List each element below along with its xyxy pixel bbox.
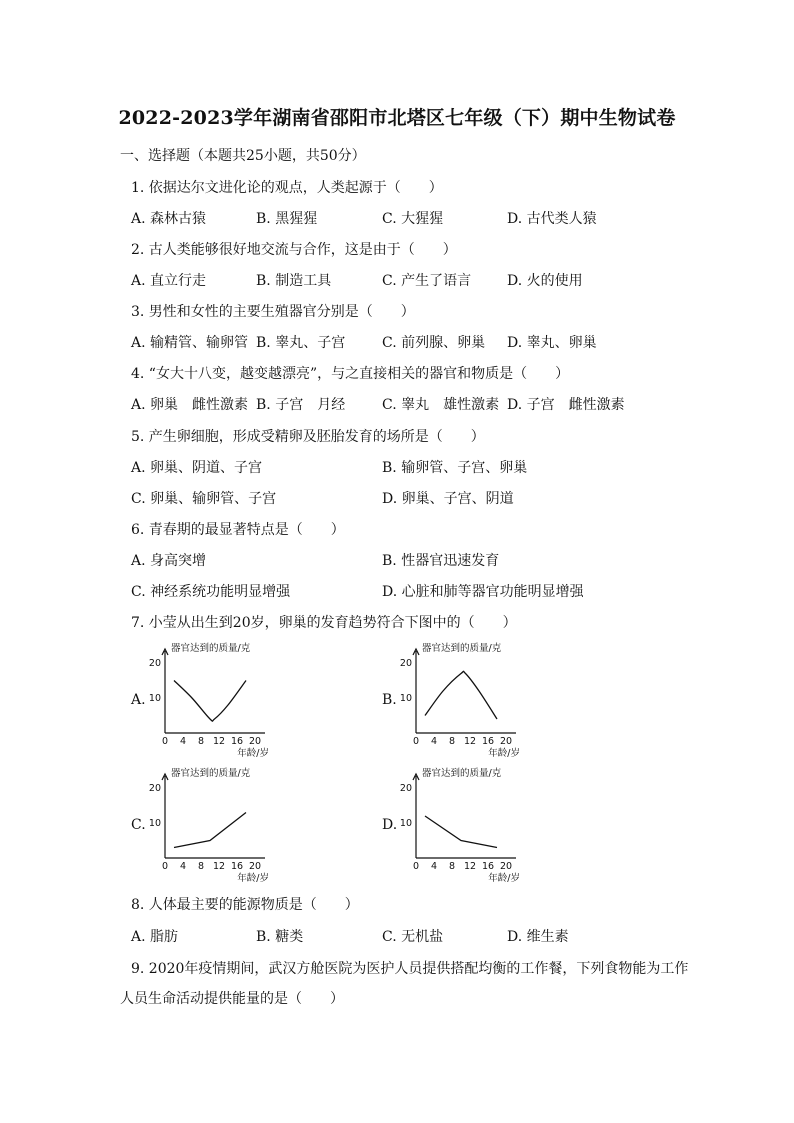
chart-d-x-label: 年龄/岁 — [488, 873, 520, 884]
chart-a-x-tick: 12 — [212, 736, 226, 747]
chart-a-series-line — [174, 681, 246, 722]
chart-b-label: B. — [382, 692, 397, 708]
chart-a-y-tick: 10 — [148, 693, 161, 704]
chart-d-x-tick: 4 — [430, 861, 438, 872]
chart-b-x-tick: 20 — [499, 736, 513, 747]
q3-option-b: B. 睾丸、子宫 — [256, 335, 346, 351]
chart-b — [396, 643, 536, 759]
chart-c-x-tick: 12 — [212, 861, 226, 872]
chart-b-x-tick: 12 — [463, 736, 477, 747]
chart-b-x-tick: 0 — [412, 736, 420, 747]
chart-c-x-tick: 0 — [161, 861, 169, 872]
question-9-stem-line2: 人员生命活动提供能量的是（ ） — [120, 991, 344, 1007]
chart-c-y-tick: 20 — [148, 783, 161, 794]
q2-option-c: C. 产生了语言 — [382, 273, 472, 289]
q8-option-d: D. 维生素 — [507, 929, 569, 945]
q6-option-c: C. 神经系统功能明显增强 — [131, 584, 291, 600]
chart-c-x-tick: 20 — [248, 861, 262, 872]
chart-b-x-tick: 4 — [430, 736, 438, 747]
q8-option-c: C. 无机盐 — [382, 929, 444, 945]
q2-option-a: A. 直立行走 — [131, 273, 207, 289]
chart-a-label: A. — [131, 692, 146, 708]
q5-option-a: A. 卵巢、阴道、子宫 — [131, 460, 263, 476]
chart-d-x-tick: 8 — [448, 861, 456, 872]
chart-b-series-line — [425, 671, 497, 719]
chart-d-y-tick: 20 — [399, 783, 412, 794]
q1-option-c: C. 大猩猩 — [382, 211, 444, 227]
q2-option-d: D. 火的使用 — [507, 273, 583, 289]
q6-option-d: D. 心脏和肺等器官功能明显增强 — [382, 584, 584, 600]
chart-a-x-tick: 0 — [161, 736, 169, 747]
chart-c-y-tick: 10 — [148, 818, 161, 829]
chart-d-series-line — [425, 816, 497, 848]
chart-c-x-tick: 16 — [230, 861, 244, 872]
chart-c-series-line — [174, 813, 246, 848]
chart-d-x-tick: 20 — [499, 861, 513, 872]
q3-option-a: A. 输精管、输卵管 — [131, 335, 249, 351]
chart-c — [145, 768, 285, 884]
question-3-stem: 3. 男性和女性的主要生殖器官分别是（ ） — [131, 304, 415, 320]
chart-c-x-tick: 8 — [197, 861, 205, 872]
chart-d-x-tick: 16 — [481, 861, 495, 872]
question-6-stem: 6. 青春期的最显著特点是（ ） — [131, 522, 345, 538]
chart-d-x-tick: 12 — [463, 861, 477, 872]
q4-option-a: A. 卵巢 雌性激素 — [131, 397, 249, 413]
chart-c-x-label: 年龄/岁 — [237, 873, 269, 884]
question-2-stem: 2. 古人类能够很好地交流与合作，这是由于（ ） — [131, 242, 457, 258]
question-5-stem: 5. 产生卵细胞，形成受精卵及胚胎发育的场所是（ ） — [131, 429, 485, 445]
chart-c-x-tick: 4 — [179, 861, 187, 872]
q4-option-d: D. 子宫 雌性激素 — [507, 397, 625, 413]
chart-a — [145, 643, 285, 759]
question-9-stem-line1: 9. 2020年疫情期间，武汉方舱医院为医护人员提供搭配均衡的工作餐，下列食物能为工作 — [131, 961, 689, 977]
chart-a-x-label: 年龄/岁 — [237, 748, 269, 759]
chart-d — [396, 768, 536, 884]
q2-option-b: B. 制造工具 — [256, 273, 332, 289]
q6-option-a: A. 身高突增 — [131, 553, 207, 569]
question-8-stem: 8. 人体最主要的能源物质是（ ） — [131, 897, 359, 913]
q1-option-d: D. 古代类人猿 — [507, 211, 597, 227]
q5-option-d: D. 卵巢、子宫、阴道 — [382, 491, 514, 507]
chart-b-y-tick: 10 — [399, 693, 412, 704]
chart-d-x-tick: 0 — [412, 861, 420, 872]
q4-option-c: C. 睾丸 雄性激素 — [382, 397, 500, 413]
chart-a-x-tick: 20 — [248, 736, 262, 747]
q6-option-b: B. 性器官迅速发育 — [382, 553, 500, 569]
q3-option-d: D. 睾丸、卵巢 — [507, 335, 597, 351]
q8-option-a: A. 脂肪 — [131, 929, 179, 945]
chart-b-x-tick: 8 — [448, 736, 456, 747]
question-1-stem: 1. 依据达尔文进化论的观点，人类起源于（ ） — [131, 180, 443, 196]
question-4-stem: 4. “女大十八变，越变越漂亮”，与之直接相关的器官和物质是（ ） — [131, 366, 570, 382]
q3-option-c: C. 前列腺、卵巢 — [382, 335, 486, 351]
chart-d-y-tick: 10 — [399, 818, 412, 829]
chart-c-label: C. — [131, 817, 146, 833]
question-7-stem: 7. 小莹从出生到20岁，卵巢的发育趋势符合下图中的（ ） — [131, 615, 517, 631]
q5-option-c: C. 卵巢、输卵管、子宫 — [131, 491, 277, 507]
chart-b-y-tick: 20 — [399, 658, 412, 669]
chart-d-y-label: 器官达到的质量/克 — [422, 768, 502, 779]
chart-a-x-tick: 8 — [197, 736, 205, 747]
chart-a-y-label: 器官达到的质量/克 — [171, 643, 251, 654]
chart-b-x-label: 年龄/岁 — [488, 748, 520, 759]
chart-b-y-label: 器官达到的质量/克 — [422, 643, 502, 654]
chart-b-x-tick: 16 — [481, 736, 495, 747]
page-title: 2022-2023学年湖南省邵阳市北塔区七年级（下）期中生物试卷 — [118, 107, 676, 129]
q8-option-b: B. 糖类 — [256, 929, 304, 945]
chart-d-label: D. — [382, 817, 398, 833]
q1-option-b: B. 黑猩猩 — [256, 211, 318, 227]
section-heading: 一、选择题（本题共25小题，共50分） — [120, 148, 366, 164]
chart-a-x-tick: 4 — [179, 736, 187, 747]
q1-option-a: A. 森林古猿 — [131, 211, 207, 227]
chart-c-y-label: 器官达到的质量/克 — [171, 768, 251, 779]
chart-a-y-tick: 20 — [148, 658, 161, 669]
chart-a-x-tick: 16 — [230, 736, 244, 747]
q4-option-b: B. 子宫 月经 — [256, 397, 346, 413]
q5-option-b: B. 输卵管、子宫、卵巢 — [382, 460, 528, 476]
